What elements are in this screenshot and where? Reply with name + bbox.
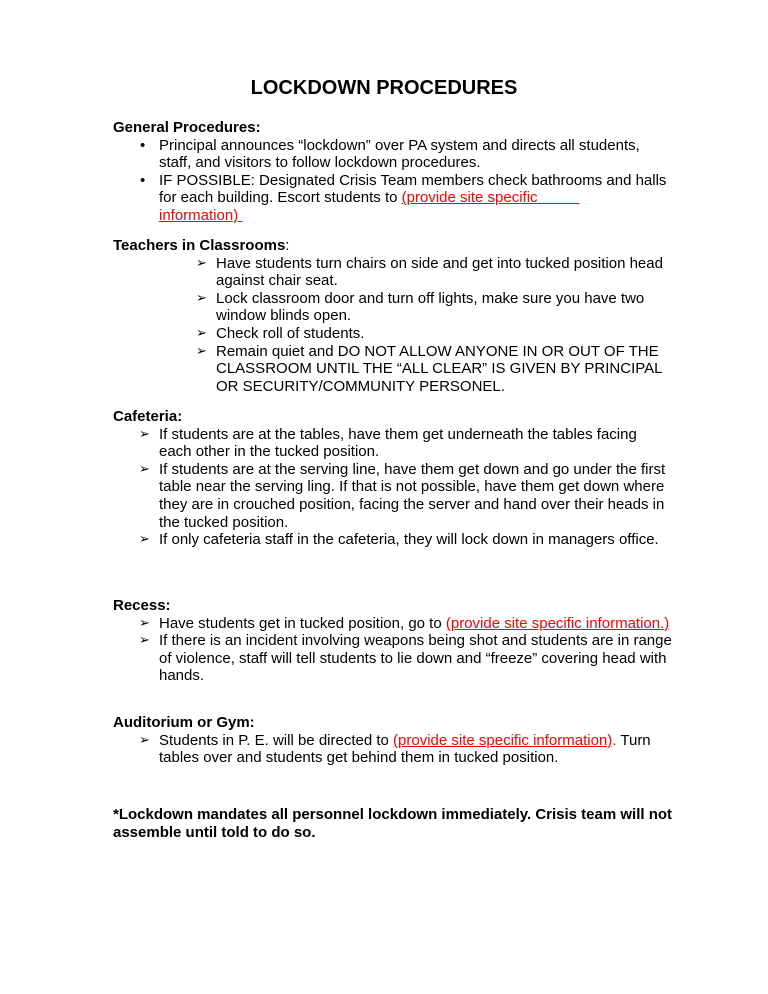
list-item: ➢ Students in P. E. will be directed to (provide site specific information). Turn tables over and students get behind them in tucked position. — [113, 732, 673, 767]
list-item: ➢ If only cafeteria staff in the cafeteria, they will lock down in managers office. — [113, 531, 673, 549]
cafeteria-heading: Cafeteria: — [113, 408, 183, 425]
site-specific-placeholder: (provide site specific information.) — [445, 614, 670, 632]
site-specific-placeholder: (provide site specific — [401, 189, 538, 207]
general-procedures-heading: General Procedures: — [113, 119, 261, 136]
teachers-section — [113, 237, 673, 395]
recess-heading: Recess: — [113, 597, 171, 614]
list-item: ➢ Have students turn chairs on side and get into tucked position head against chair seat. — [113, 255, 673, 290]
list-item: ➢ If there is an incident involving weapons being shot and students are in range of violence, staff will tell students to lie down and “freeze” covering head with hands. — [113, 632, 673, 685]
site-specific-placeholder: (provide site specific information) — [393, 731, 613, 749]
auditorium-heading: Auditorium or Gym: — [113, 714, 255, 731]
page-title: LOCKDOWN PROCEDURES — [250, 77, 518, 99]
list-item: ➢ Lock classroom door and turn off lights, make sure you have two window blinds open. — [113, 290, 673, 325]
teachers-heading: Teachers in Classrooms: — [113, 237, 290, 254]
site-specific-placeholder: information) — [159, 206, 239, 224]
recess-section — [113, 597, 673, 685]
list-item: • Principal announces “lockdown” over PA system and directs all students, staff, and visitors to follow lockdown procedures. — [113, 137, 673, 172]
auditorium-list — [113, 732, 673, 767]
list-item: ➢ Check roll of students. — [113, 325, 673, 343]
general-procedures-section — [113, 119, 673, 225]
list-item: ➢ Remain quiet and DO NOT ALLOW ANYONE IN OR OUT OF THE CLASSROOM UNTIL THE “ALL CLEAR” IS GIVEN BY PRINCIPAL OR SECURITY/COMMUNITY PERSONEL. — [113, 343, 673, 396]
general-procedures-list — [113, 137, 673, 225]
teachers-list — [113, 255, 673, 396]
list-item: ➢ If students are at the serving line, have them get down and go under the first table near the serving ling. If that is not possible, have them get down where they are in crouched position, facing the server and hand over their heads in the tucked position. — [113, 461, 673, 531]
list-item: ➢ Have students get in tucked position, go to (provide site specific information.) — [113, 615, 673, 633]
list-item: • IF POSSIBLE: Designated Crisis Team members check bathrooms and halls for each building. Escort students to (provide site specific information) — [113, 172, 673, 225]
lockdown-mandate-note: *Lockdown mandates all personnel lockdown immediately. Crisis team will not assemble until told to do so. — [113, 806, 673, 841]
auditorium-section — [113, 714, 673, 767]
list-item: ➢ If students are at the tables, have them get underneath the tables facing each other in the tucked position. — [113, 426, 673, 461]
recess-list — [113, 615, 673, 685]
cafeteria-list — [113, 426, 673, 549]
cafeteria-section — [113, 408, 673, 549]
